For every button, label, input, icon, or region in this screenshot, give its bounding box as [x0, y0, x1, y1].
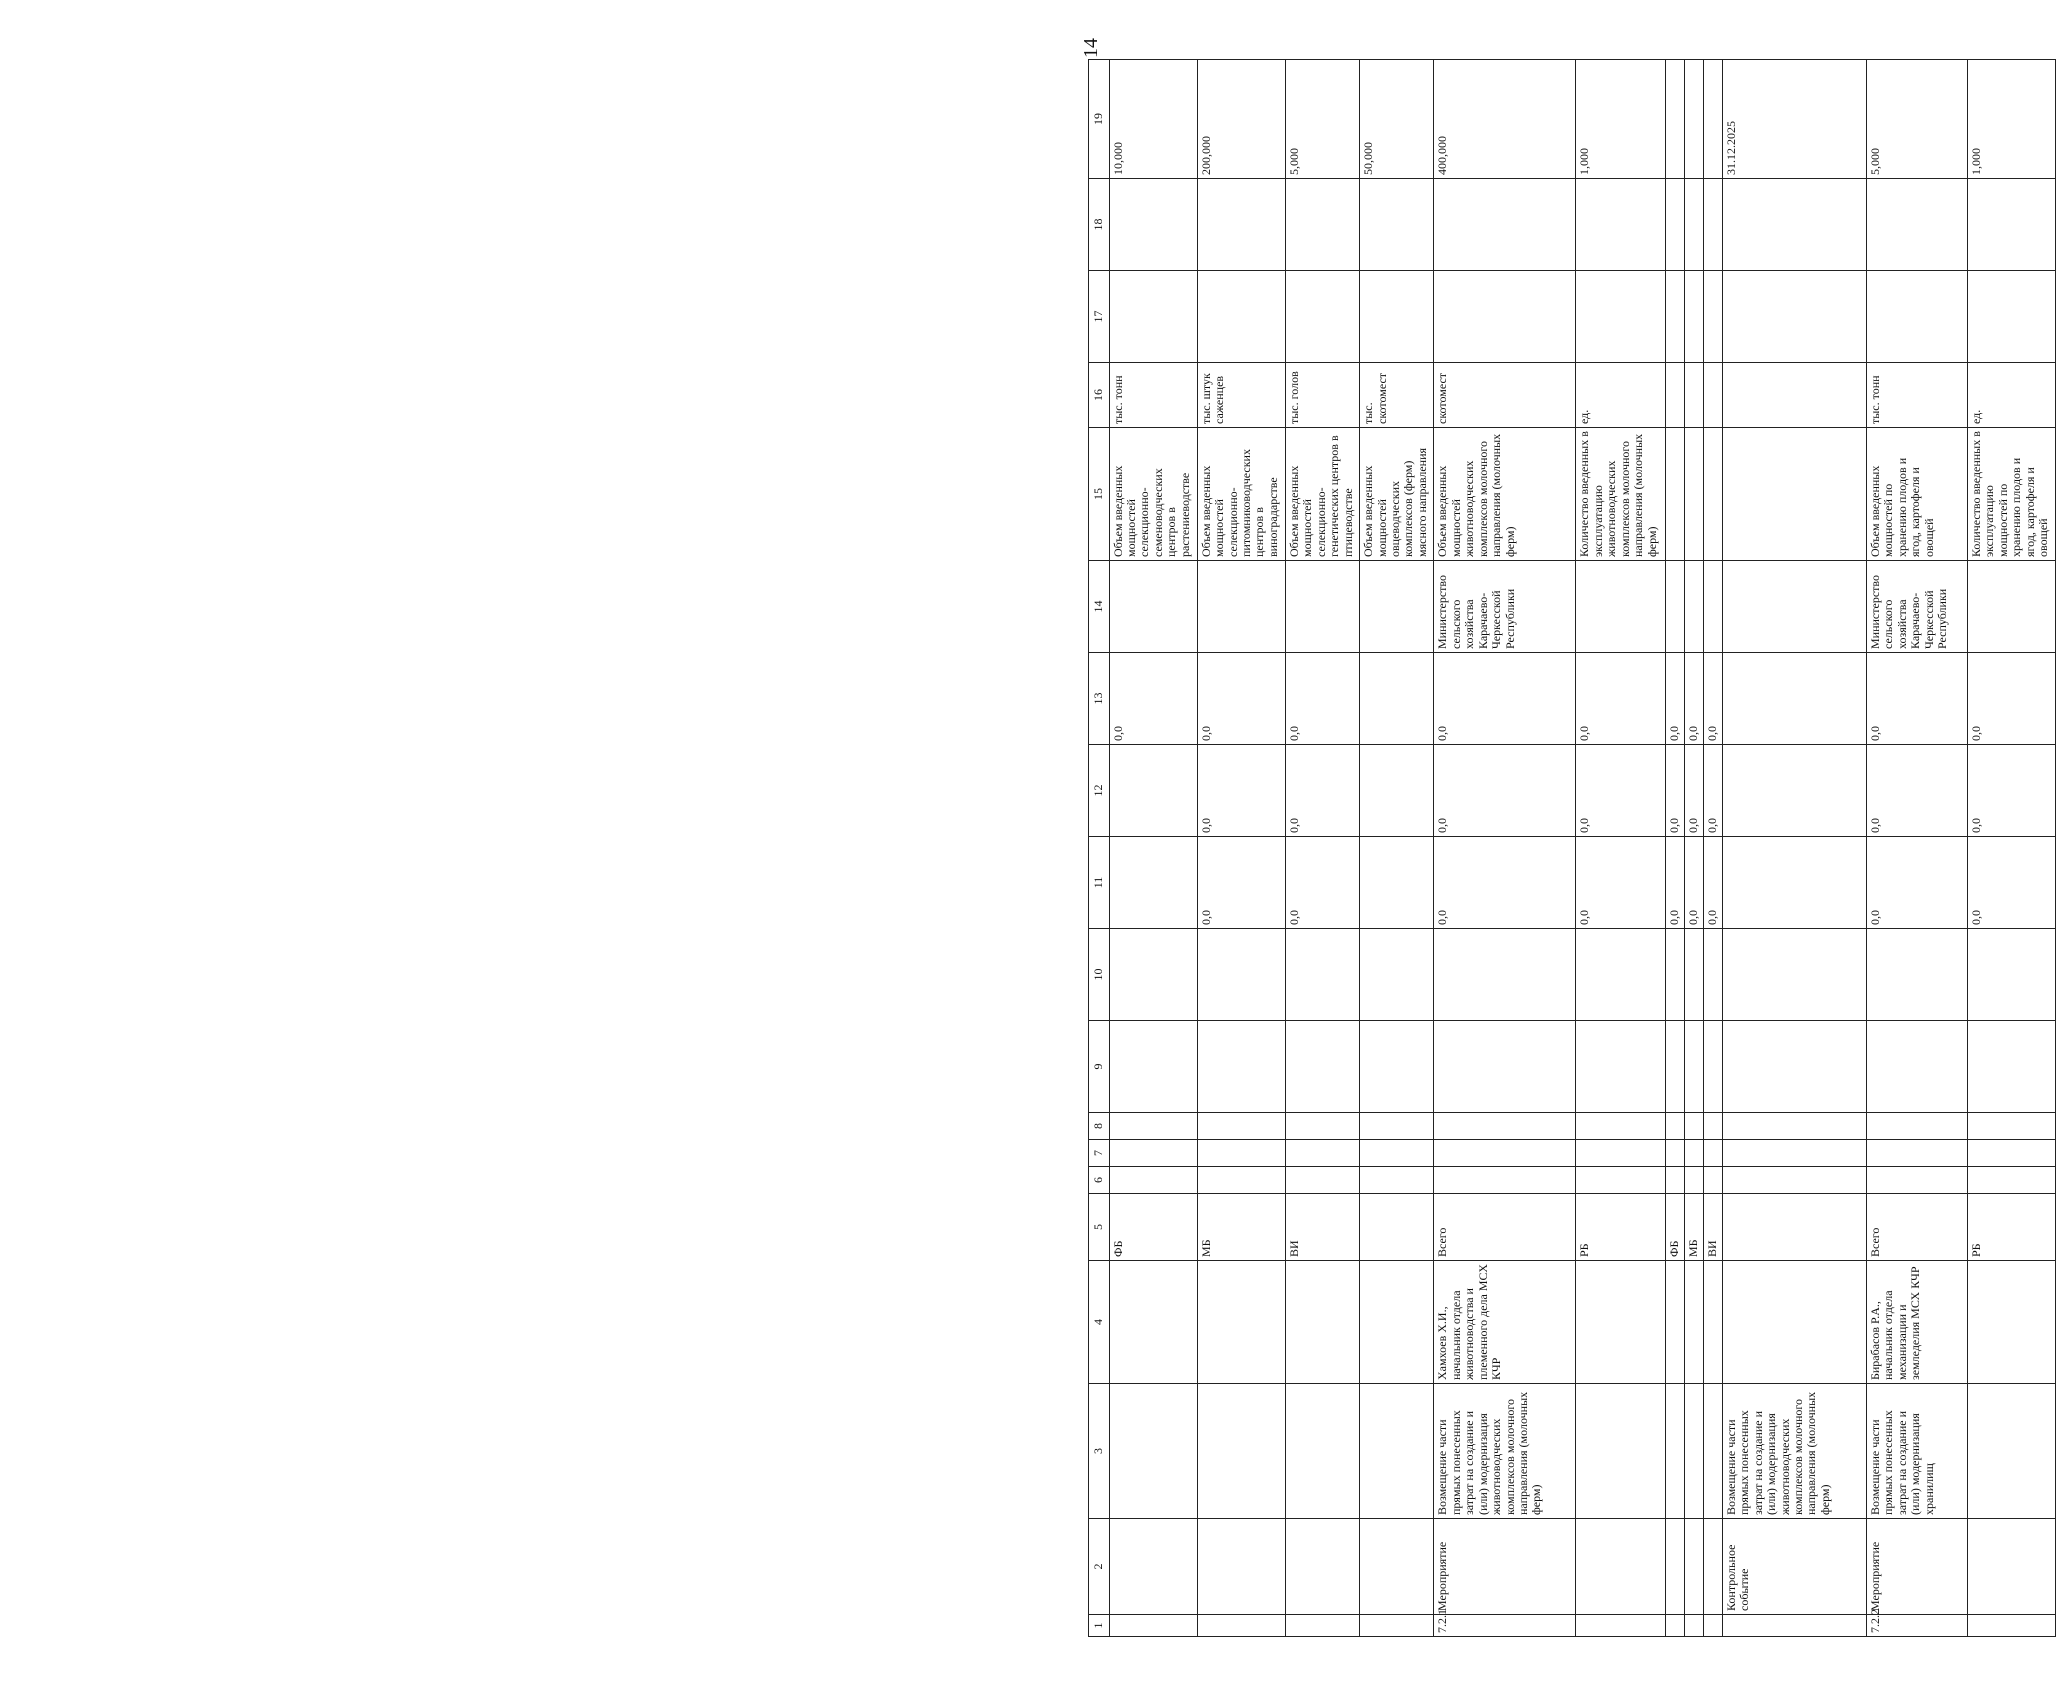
cell-2: [1703, 1519, 1722, 1615]
cell-9: [1285, 1021, 1359, 1113]
cell-13: 0,0: [1684, 653, 1703, 745]
cell-2: [1360, 1519, 1434, 1615]
cell-14: [1576, 561, 1666, 653]
cell-9: [1576, 1021, 1666, 1113]
cell-10: [1967, 929, 2055, 1021]
cell-12: 0,0: [1197, 745, 1285, 837]
cell-15: Количество введенных в эксплуатацию мощностей по хранению плодов и ягод, картофеля и овощей: [1967, 428, 2055, 561]
cell-10: [1285, 929, 1359, 1021]
cell-6: [1866, 1167, 1967, 1194]
cell-7: [1109, 1140, 1197, 1167]
cell-15: Объем введенных мощностей селекционно-генетических центров в птицеводстве: [1285, 428, 1359, 561]
col-header-16: 16: [1089, 363, 1110, 428]
cell-9: [1684, 1021, 1703, 1113]
cell-3: [1576, 1384, 1666, 1519]
cell-18: [1665, 179, 1684, 271]
cell-14: Министерство сельского хозяйства Карачаево-Черкесской Республики: [1434, 561, 1576, 653]
cell-4: [1576, 1261, 1666, 1384]
cell-8: [1866, 1113, 1967, 1140]
cell-15: [1665, 428, 1684, 561]
cell-17: [1360, 271, 1434, 363]
cell-15: [1722, 428, 1866, 561]
cell-14: [1665, 561, 1684, 653]
cell-8: [1722, 1113, 1866, 1140]
cell-5: [1722, 1194, 1866, 1261]
cell-18: [1722, 179, 1866, 271]
cell-2: [1576, 1519, 1666, 1615]
cell-6: [1576, 1167, 1666, 1194]
cell-7: [1866, 1140, 1967, 1167]
cell-1: [1967, 1615, 2055, 1637]
cell-7: [1360, 1140, 1434, 1167]
cell-4: [1285, 1261, 1359, 1384]
cell-3: Возмещение части прямых понесенных затрат на создание и (или) модернизация животноводческих комплексов молочного направления (молочных ферм): [1722, 1384, 1866, 1519]
cell-11: 0,0: [1866, 837, 1967, 929]
cell-16: тыс. голов: [1285, 363, 1359, 428]
cell-9: [1866, 1021, 1967, 1113]
cell-3: [1197, 1384, 1285, 1519]
cell-17: [1967, 271, 2055, 363]
cell-10: [1434, 929, 1576, 1021]
cell-16: ед.: [1576, 363, 1666, 428]
cell-7: [1285, 1140, 1359, 1167]
cell-7: [1684, 1140, 1703, 1167]
cell-1: [1722, 1615, 1866, 1637]
cell-13: [1360, 653, 1434, 745]
col-header-11: 11: [1089, 837, 1110, 929]
cell-10: [1866, 929, 1967, 1021]
cell-4: [1109, 1261, 1197, 1384]
cell-8: [1434, 1113, 1576, 1140]
rotated-table-frame: [1088, 68, 2056, 1637]
table-row: [1703, 60, 1722, 1637]
cell-12: 0,0: [1665, 745, 1684, 837]
cell-17: [1866, 271, 1967, 363]
cell-9: [1360, 1021, 1434, 1113]
column-number-row: [1089, 60, 1110, 1637]
cell-7: [1722, 1140, 1866, 1167]
cell-16: [1722, 363, 1866, 428]
cell-13: [1722, 653, 1866, 745]
cell-19: 50,000: [1360, 60, 1434, 179]
cell-12: 0,0: [1684, 745, 1703, 837]
table-row: [1684, 60, 1703, 1637]
cell-1: [1684, 1615, 1703, 1637]
cell-13: 0,0: [1109, 653, 1197, 745]
cell-18: [1576, 179, 1666, 271]
cell-4: [1360, 1261, 1434, 1384]
col-header-5: 5: [1089, 1194, 1110, 1261]
cell-1: [1665, 1615, 1684, 1637]
cell-2: [1285, 1519, 1359, 1615]
cell-15: [1703, 428, 1722, 561]
cell-12: 0,0: [1703, 745, 1722, 837]
cell-8: [1665, 1113, 1684, 1140]
cell-18: [1360, 179, 1434, 271]
cell-12: 0,0: [1576, 745, 1666, 837]
cell-19: 5,000: [1285, 60, 1359, 179]
cell-13: 0,0: [1576, 653, 1666, 745]
cell-17: [1434, 271, 1576, 363]
cell-14: [1703, 561, 1722, 653]
table-row: [1576, 60, 1666, 1637]
cell-19: 400,000: [1434, 60, 1576, 179]
table-row: [1360, 60, 1434, 1637]
cell-2: [1109, 1519, 1197, 1615]
cell-6: [1722, 1167, 1866, 1194]
cell-18: [1434, 179, 1576, 271]
cell-9: [1967, 1021, 2055, 1113]
cell-11: [1109, 837, 1197, 929]
cell-10: [1360, 929, 1434, 1021]
cell-18: [1109, 179, 1197, 271]
cell-16: тыс. скотомест: [1360, 363, 1434, 428]
col-header-13: 13: [1089, 653, 1110, 745]
cell-8: [1684, 1113, 1703, 1140]
cell-17: [1285, 271, 1359, 363]
cell-3: [1967, 1384, 2055, 1519]
cell-19: [1665, 60, 1684, 179]
cell-15: [1684, 428, 1703, 561]
cell-9: [1722, 1021, 1866, 1113]
cell-3: [1665, 1384, 1684, 1519]
cell-11: 0,0: [1703, 837, 1722, 929]
col-header-9: 9: [1089, 1021, 1110, 1113]
cell-3: Возмещение части прямых понесенных затрат на создание и (или) модернизация животноводческих комплексов молочного направления (молочных ферм): [1434, 1384, 1576, 1519]
cell-6: [1197, 1167, 1285, 1194]
cell-6: [1665, 1167, 1684, 1194]
cell-12: [1360, 745, 1434, 837]
cell-9: [1665, 1021, 1684, 1113]
cell-2: [1197, 1519, 1285, 1615]
cell-11: 0,0: [1434, 837, 1576, 929]
cell-1: [1285, 1615, 1359, 1637]
cell-16: тыс. штук саженцев: [1197, 363, 1285, 428]
cell-2: Мероприятие: [1866, 1519, 1967, 1615]
cell-18: [1866, 179, 1967, 271]
col-header-15: 15: [1089, 428, 1110, 561]
col-header-1: 1: [1089, 1615, 1110, 1637]
table-row: [1722, 60, 1866, 1637]
cell-14: [1722, 561, 1866, 653]
cell-9: [1109, 1021, 1197, 1113]
cell-17: [1722, 271, 1866, 363]
cell-10: [1576, 929, 1666, 1021]
cell-15: Объем введенных мощностей животноводческих комплексов молочного направления (молочных ферм): [1434, 428, 1576, 561]
cell-7: [1434, 1140, 1576, 1167]
cell-18: [1285, 179, 1359, 271]
table-row: [1967, 60, 2055, 1637]
cell-11: [1722, 837, 1866, 929]
cell-14: [1967, 561, 2055, 653]
col-header-3: 3: [1089, 1384, 1110, 1519]
cell-16: [1665, 363, 1684, 428]
cell-5: МБ: [1684, 1194, 1703, 1261]
cell-17: [1684, 271, 1703, 363]
cell-19: [1703, 60, 1722, 179]
cell-11: 0,0: [1285, 837, 1359, 929]
cell-2: [1665, 1519, 1684, 1615]
cell-13: 0,0: [1703, 653, 1722, 745]
cell-4: [1722, 1261, 1866, 1384]
cell-12: 0,0: [1866, 745, 1967, 837]
cell-4: Бирабасов Р.А., начальник отдела механизации и земледелия МСХ КЧР: [1866, 1261, 1967, 1384]
cell-1: 7.2.2: [1866, 1615, 1967, 1637]
cell-12: 0,0: [1967, 745, 2055, 837]
cell-19: 5,000: [1866, 60, 1967, 179]
cell-11: 0,0: [1684, 837, 1703, 929]
cell-9: [1197, 1021, 1285, 1113]
col-header-12: 12: [1089, 745, 1110, 837]
cell-5: Всего: [1434, 1194, 1576, 1261]
cell-7: [1703, 1140, 1722, 1167]
cell-8: [1576, 1113, 1666, 1140]
cell-15: Объем введенных мощностей селекционно-питомниководческих центров в виноградарстве: [1197, 428, 1285, 561]
cell-1: [1197, 1615, 1285, 1637]
cell-14: [1684, 561, 1703, 653]
cell-11: 0,0: [1576, 837, 1666, 929]
cell-14: [1360, 561, 1434, 653]
cell-5: РБ: [1576, 1194, 1666, 1261]
cell-19: 31.12.2025: [1722, 60, 1866, 179]
table-row: [1109, 60, 1197, 1637]
cell-5: [1360, 1194, 1434, 1261]
cell-6: [1967, 1167, 2055, 1194]
cell-16: тыс. тонн: [1866, 363, 1967, 428]
cell-10: [1665, 929, 1684, 1021]
cell-6: [1109, 1167, 1197, 1194]
cell-5: РБ: [1967, 1194, 2055, 1261]
cell-12: 0,0: [1285, 745, 1359, 837]
cell-3: [1360, 1384, 1434, 1519]
cell-3: [1109, 1384, 1197, 1519]
table-row: [1866, 60, 1967, 1637]
cell-2: Контрольное событие: [1722, 1519, 1866, 1615]
cell-5: МБ: [1197, 1194, 1285, 1261]
cell-9: [1434, 1021, 1576, 1113]
table-row: [1434, 60, 1576, 1637]
cell-10: [1684, 929, 1703, 1021]
cell-16: скотомест: [1434, 363, 1576, 428]
cell-4: [1967, 1261, 2055, 1384]
program-measures-table: [1088, 59, 2056, 1637]
cell-1: [1109, 1615, 1197, 1637]
cell-5: ФБ: [1665, 1194, 1684, 1261]
cell-1: [1703, 1615, 1722, 1637]
cell-2: Мероприятие: [1434, 1519, 1576, 1615]
cell-4: [1703, 1261, 1722, 1384]
cell-5: Всего: [1866, 1194, 1967, 1261]
cell-17: [1197, 271, 1285, 363]
cell-4: [1665, 1261, 1684, 1384]
cell-9: [1703, 1021, 1722, 1113]
cell-19: [1684, 60, 1703, 179]
table-row: [1285, 60, 1359, 1637]
cell-4: [1684, 1261, 1703, 1384]
col-header-7: 7: [1089, 1140, 1110, 1167]
col-header-14: 14: [1089, 561, 1110, 653]
col-header-17: 17: [1089, 271, 1110, 363]
cell-6: [1703, 1167, 1722, 1194]
cell-19: 1,000: [1967, 60, 2055, 179]
cell-7: [1576, 1140, 1666, 1167]
cell-8: [1703, 1113, 1722, 1140]
cell-14: [1197, 561, 1285, 653]
cell-15: Объем введенных мощностей овцеводческих комплексов (ферм) мясного направления: [1360, 428, 1434, 561]
cell-6: [1684, 1167, 1703, 1194]
cell-6: [1434, 1167, 1576, 1194]
cell-16: [1684, 363, 1703, 428]
col-header-6: 6: [1089, 1167, 1110, 1194]
cell-1: [1360, 1615, 1434, 1637]
cell-5: ФБ: [1109, 1194, 1197, 1261]
cell-15: Объем введенных мощностей селекционно-семеноводческих центров в растениеводстве: [1109, 428, 1197, 561]
cell-12: [1722, 745, 1866, 837]
cell-7: [1197, 1140, 1285, 1167]
cell-19: 200,000: [1197, 60, 1285, 179]
cell-7: [1665, 1140, 1684, 1167]
cell-8: [1197, 1113, 1285, 1140]
col-header-8: 8: [1089, 1113, 1110, 1140]
cell-13: 0,0: [1285, 653, 1359, 745]
cell-7: [1967, 1140, 2055, 1167]
cell-14: Министерство сельского хозяйства Карачаево-Черкесской Республики: [1866, 561, 1967, 653]
cell-3: [1684, 1384, 1703, 1519]
cell-13: 0,0: [1197, 653, 1285, 745]
cell-14: [1109, 561, 1197, 653]
cell-15: Количество введенных в эксплуатацию животноводческих комплексов молочного направления (молочных ферм): [1576, 428, 1666, 561]
cell-11: 0,0: [1665, 837, 1684, 929]
cell-10: [1197, 929, 1285, 1021]
cell-1: 7.2.1: [1434, 1615, 1576, 1637]
cell-12: 0,0: [1434, 745, 1576, 837]
table-row: [1665, 60, 1684, 1637]
cell-18: [1703, 179, 1722, 271]
cell-10: [1722, 929, 1866, 1021]
cell-8: [1360, 1113, 1434, 1140]
col-header-18: 18: [1089, 179, 1110, 271]
cell-3: Возмещение части прямых понесенных затрат на создание и (или) модернизация хранилищ: [1866, 1384, 1967, 1519]
cell-18: [1197, 179, 1285, 271]
table-row: [1197, 60, 1285, 1637]
cell-2: [1967, 1519, 2055, 1615]
cell-16: тыс. тонн: [1109, 363, 1197, 428]
cell-13: 0,0: [1967, 653, 2055, 745]
cell-11: 0,0: [1197, 837, 1285, 929]
cell-2: [1684, 1519, 1703, 1615]
cell-12: [1109, 745, 1197, 837]
cell-5: ВИ: [1703, 1194, 1722, 1261]
col-header-2: 2: [1089, 1519, 1110, 1615]
cell-3: [1703, 1384, 1722, 1519]
cell-17: [1109, 271, 1197, 363]
cell-15: Объем введенных мощностей по хранению плодов и ягод, картофеля и овощей: [1866, 428, 1967, 561]
cell-4: [1197, 1261, 1285, 1384]
cell-13: 0,0: [1665, 653, 1684, 745]
cell-5: ВИ: [1285, 1194, 1359, 1261]
cell-19: 1,000: [1576, 60, 1666, 179]
cell-8: [1967, 1113, 2055, 1140]
cell-19: 10,000: [1109, 60, 1197, 179]
cell-1: [1576, 1615, 1666, 1637]
cell-11: 0,0: [1967, 837, 2055, 929]
cell-8: [1109, 1113, 1197, 1140]
cell-8: [1285, 1113, 1359, 1140]
cell-10: [1703, 929, 1722, 1021]
cell-17: [1703, 271, 1722, 363]
cell-17: [1576, 271, 1666, 363]
cell-10: [1109, 929, 1197, 1021]
cell-18: [1967, 179, 2055, 271]
cell-11: [1360, 837, 1434, 929]
cell-17: [1665, 271, 1684, 363]
page-number: 14: [1080, 38, 1102, 58]
col-header-4: 4: [1089, 1261, 1110, 1384]
cell-16: [1703, 363, 1722, 428]
cell-4: Хамхоев Х.И., начальник отдела животноводства и племенного дела МСХ КЧР: [1434, 1261, 1576, 1384]
cell-13: 0,0: [1434, 653, 1576, 745]
cell-3: [1285, 1384, 1359, 1519]
col-header-10: 10: [1089, 929, 1110, 1021]
cell-13: 0,0: [1866, 653, 1967, 745]
cell-18: [1684, 179, 1703, 271]
cell-6: [1360, 1167, 1434, 1194]
cell-14: [1285, 561, 1359, 653]
cell-16: ед.: [1967, 363, 2055, 428]
col-header-19: 19: [1089, 60, 1110, 179]
cell-6: [1285, 1167, 1359, 1194]
